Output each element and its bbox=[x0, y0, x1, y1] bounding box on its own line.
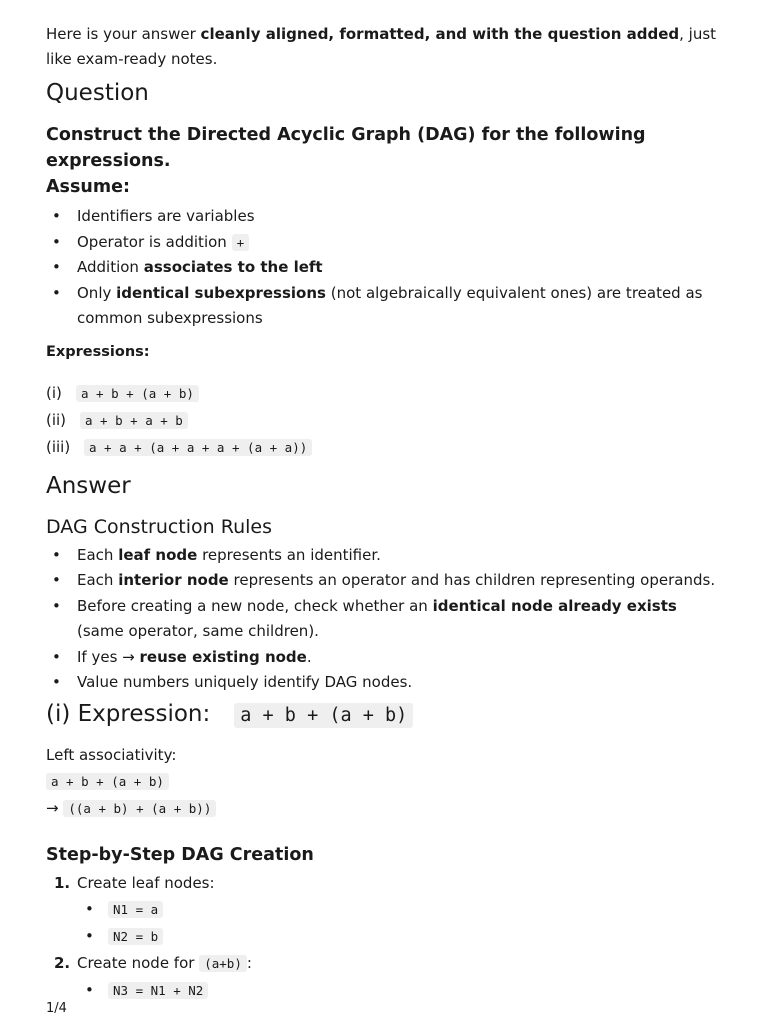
assumptions-list bbox=[46, 204, 726, 332]
inline-code: (a+b) bbox=[199, 955, 247, 972]
expressions-list bbox=[46, 380, 726, 461]
associativity-line-2 bbox=[46, 795, 726, 822]
expression-code: a + a + (a + a + a + (a + a)) bbox=[84, 439, 312, 456]
list-item bbox=[46, 568, 726, 594]
steps-list bbox=[46, 870, 726, 1004]
assumption-1: Identifiers are variables bbox=[77, 207, 255, 225]
assumption-4-text-1: Only bbox=[77, 283, 117, 302]
expression-label: (iii) bbox=[46, 437, 71, 456]
part-i-heading bbox=[46, 698, 726, 732]
rule-1-bold: leaf node bbox=[118, 545, 198, 564]
part-i-heading-code: a + b + (a + b) bbox=[234, 703, 413, 728]
list-item bbox=[46, 204, 726, 230]
list-item bbox=[46, 645, 726, 671]
answer-heading: Answer bbox=[46, 472, 131, 499]
step-item bbox=[46, 950, 726, 1004]
assume-heading: Assume: bbox=[46, 177, 130, 197]
inline-code: ((a + b) + (a + b)) bbox=[63, 800, 216, 817]
rule-1-text-1: Each bbox=[77, 545, 119, 564]
step-1-text: Create leaf nodes: bbox=[77, 873, 215, 892]
list-item bbox=[77, 923, 726, 950]
step-1-sublist bbox=[77, 896, 726, 950]
rule-2-bold: interior node bbox=[118, 571, 229, 589]
rule-2-text-1: Each bbox=[77, 571, 119, 589]
intro-paragraph bbox=[46, 22, 726, 72]
steps-heading: Step-by-Step DAG Creation bbox=[46, 844, 314, 865]
assumption-3-bold: associates to the left bbox=[143, 258, 323, 276]
rule-3-text-2: (same operator, same children). bbox=[77, 622, 319, 640]
arrow-icon: → bbox=[46, 798, 59, 817]
assumption-4-text-2: (not algebraically equivalent ones) are treated as common subexpressions bbox=[77, 283, 703, 327]
rules-heading: DAG Construction Rules bbox=[46, 515, 272, 538]
intro-bold: cleanly aligned, formatted, and with the question added bbox=[200, 25, 680, 43]
list-item bbox=[46, 281, 726, 332]
intro-text-1: Here is your answer bbox=[46, 25, 201, 43]
expression-code: a + b + a + b bbox=[80, 412, 188, 429]
rules-list bbox=[46, 543, 726, 696]
rule-4-text-1: If yes → bbox=[77, 647, 140, 666]
associativity-label: Left associativity: bbox=[46, 745, 177, 764]
page-number: 1/4 bbox=[46, 1001, 67, 1016]
list-item bbox=[46, 670, 726, 696]
question-heading: Question bbox=[46, 80, 149, 106]
rule-3-text-1: Before creating a new node, check whether an bbox=[77, 596, 433, 615]
document-page bbox=[46, 22, 726, 1004]
step-item bbox=[46, 870, 726, 950]
expressions-label: Expressions: bbox=[46, 343, 150, 360]
inline-code: N2 = b bbox=[108, 928, 163, 945]
expression-code: a + b + (a + b) bbox=[76, 385, 199, 402]
rule-4-text-2: . bbox=[306, 647, 312, 666]
part-i-heading-text: (i) Expression: bbox=[46, 700, 211, 727]
expression-row bbox=[46, 407, 726, 434]
question-prompt: Construct the Directed Acyclic Graph (DAG) for the following expressions. bbox=[46, 125, 646, 171]
rule-5: Value numbers uniquely identify DAG nodes. bbox=[77, 673, 413, 691]
inline-code: a + b + (a + b) bbox=[46, 773, 169, 790]
assumption-3-text: Addition bbox=[77, 258, 144, 276]
list-item bbox=[46, 255, 726, 281]
step-2-text: Create node for bbox=[77, 953, 200, 972]
list-item bbox=[46, 543, 726, 569]
rule-3-bold: identical node already exists bbox=[432, 596, 677, 615]
inline-code: + bbox=[232, 234, 250, 251]
list-item bbox=[46, 230, 726, 256]
rule-4-bold: reuse existing node bbox=[139, 647, 307, 666]
expression-row bbox=[46, 434, 726, 461]
rule-2-text-2: represents an operator and has children representing operands. bbox=[228, 571, 716, 589]
step-number: 2. bbox=[54, 953, 71, 972]
assumption-2-text: Operator is addition bbox=[77, 232, 232, 251]
rule-1-text-2: represents an identifier. bbox=[197, 545, 381, 564]
associativity-line-1 bbox=[46, 768, 726, 795]
list-item bbox=[77, 977, 726, 1004]
expression-label: (ii) bbox=[46, 410, 67, 429]
intro-text-2: , just like exam-ready notes. bbox=[46, 25, 717, 68]
expression-row bbox=[46, 380, 726, 407]
step-2-sublist bbox=[77, 977, 726, 1004]
inline-code: N3 = N1 + N2 bbox=[108, 982, 208, 999]
inline-code: N1 = a bbox=[108, 901, 163, 918]
expression-label: (i) bbox=[46, 383, 62, 402]
assumption-4-bold: identical subexpressions bbox=[116, 283, 326, 302]
step-number: 1. bbox=[54, 873, 71, 892]
list-item bbox=[46, 594, 726, 645]
step-2-colon: : bbox=[246, 953, 252, 972]
list-item bbox=[77, 896, 726, 923]
